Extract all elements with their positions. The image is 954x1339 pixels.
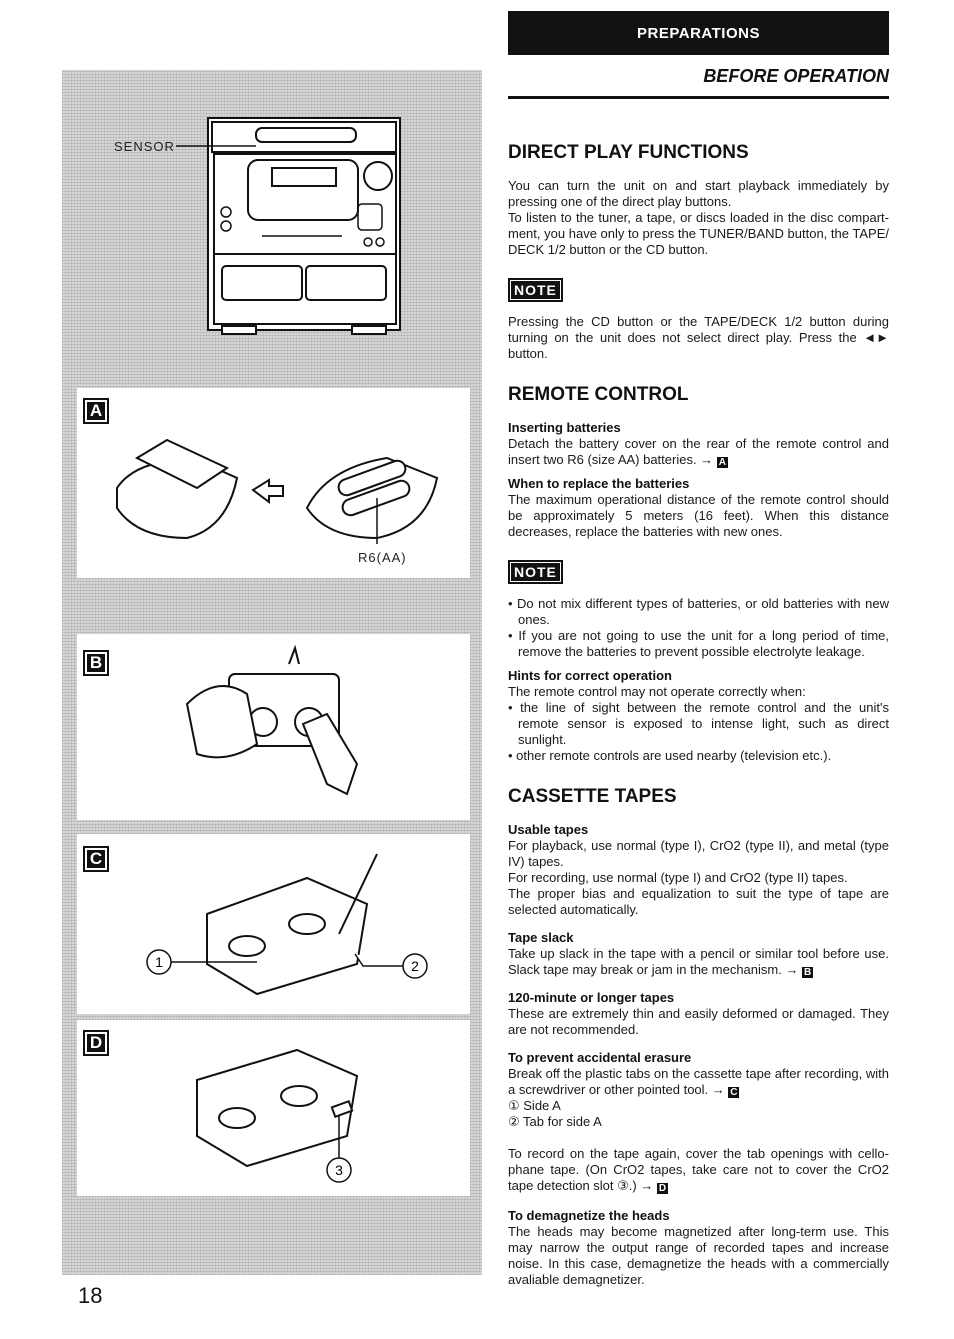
battery-type-label: R6(AA) <box>358 550 407 565</box>
text-column <box>508 130 889 1288</box>
demagnetize-title: To demagnetize the heads <box>508 1208 670 1223</box>
long-tapes-title: 120-minute or longer tapes <box>508 990 675 1005</box>
erase-title: To prevent accidental erasure <box>508 1050 692 1065</box>
usable-tapes-p1: For playback, use normal (type I), CrO2 (type II), and metal (type IV) tapes. <box>508 838 889 869</box>
stereo-unit-illustration <box>62 70 482 370</box>
record-again-text <box>508 1146 889 1194</box>
note-badge-1: NOTE <box>508 278 563 302</box>
hints-bullet-2: • other remote controls are used nearby (television etc.). <box>508 748 832 763</box>
section-header: PREPARATIONS <box>508 11 889 55</box>
figure-label-b: B <box>83 650 109 676</box>
spacer <box>508 1130 889 1146</box>
inserting-batteries-text <box>508 436 889 468</box>
record-again-body: To record on the tape again, cover the tab openings with cello-phane tape. (On CrO2 tapes, take care not to cover the CrO2 tape detection slot ③.) → <box>508 1146 889 1193</box>
figure-ref-d: D <box>658 1183 667 1194</box>
tape-slack-illustration <box>77 634 470 820</box>
cassette-tapes-title: CASSETTE TAPES <box>508 786 677 807</box>
inserting-batteries-title: Inserting batteries <box>508 420 621 435</box>
erase-tab-illustration <box>77 834 470 1014</box>
usable-tapes-p3: The proper bias and equalization to suit the type of tape are selected automatically. <box>508 886 889 917</box>
erase-body: Break off the plastic tabs on the cassette tape after recording, with a screwdriver or other pointed tool. → <box>508 1066 889 1097</box>
sensor-label: SENSOR <box>114 139 175 154</box>
cover-tab-illustration <box>77 1020 470 1196</box>
side-a-label: ① Side A <box>508 1098 561 1113</box>
erase-text <box>508 1066 889 1098</box>
figure-label-d: D <box>83 1030 109 1056</box>
callout-1: 1 <box>155 954 163 970</box>
direct-play-title: DIRECT PLAY FUNCTIONS <box>508 142 749 163</box>
hints-bullet-1: • the line of sight between the remote control and the unit's remote sensor is exposed to intense light, such as direct sunlight. <box>508 700 889 747</box>
long-tapes-text: These are extremely thin and easily deformed or damaged. They are not recommended. <box>508 1006 889 1037</box>
figure-panel-a <box>77 388 470 578</box>
hints-intro: The remote control may not operate correctly when: <box>508 684 806 699</box>
tape-slack-title: Tape slack <box>508 930 574 945</box>
subsection-title: BEFORE OPERATION <box>703 66 889 86</box>
direct-play-note: Pressing the CD button or the TAPE/DECK 1/2 button during turning on the unit does not select direct play. Press the ◄► button. <box>508 314 889 361</box>
header-rule <box>508 96 889 99</box>
figure-ref-c: C <box>730 1087 738 1098</box>
note-bullet-1: • Do not mix different types of batteries, or old batteries with new ones. <box>508 596 889 627</box>
callout-3: 3 <box>335 1162 343 1178</box>
direct-play-para-2: To listen to the tuner, a tape, or discs loaded in the disc compart-ment, you have only to press the TUNER/BAND button, the TAPE/ DECK 1/2 button or the CD button. <box>508 210 889 257</box>
inserting-batteries-body: Detach the battery cover on the rear of the remote control and insert two R6 (size AA) batteries. → <box>508 436 889 467</box>
demagnetize-text: The heads may become magnetized after long-term use. This may narrow the output range of recorded tapes and increase noise. In this case, demagnetize the heads with a commercially avaliable demagnetizer. <box>508 1224 889 1287</box>
replace-batteries-text: The maximum operational distance of the remote control should be approximately 5 meters (16 feet). When this distance decreases, replace the batteries with new ones. <box>508 492 889 539</box>
page-number: 18 <box>78 1283 103 1308</box>
remote-battery-illustration <box>77 388 470 578</box>
tab-a-label: ② Tab for side A <box>508 1114 602 1129</box>
tape-slack-text <box>508 946 889 978</box>
callout-2: 2 <box>411 958 419 974</box>
usable-tapes-title: Usable tapes <box>508 822 589 837</box>
replace-batteries-title: When to replace the batteries <box>508 476 690 491</box>
figure-ref-b: B <box>803 967 812 978</box>
remote-control-title: REMOTE CONTROL <box>508 384 689 405</box>
figure-panel-b <box>77 634 470 820</box>
figure-label-c: C <box>83 846 109 872</box>
figure-panel-d <box>77 1020 470 1196</box>
tape-slack-body: Take up slack in the tape with a pencil or similar tool before use. Slack tape may break or jam in the mechanism. → <box>508 946 889 977</box>
note-bullet-2: • If you are not going to use the unit for a long period of time, remove the batteries to prevent possible electrolyte leakage. <box>508 628 889 659</box>
usable-tapes-p2: For recording, use normal (type I) and CrO2 (type II) tapes. <box>508 870 848 885</box>
direct-play-para-1: You can turn the unit on and start playback immediately by pressing one of the direct play buttons. <box>508 178 889 209</box>
note-badge-2: NOTE <box>508 560 563 584</box>
figure-label-a: A <box>83 398 109 424</box>
figure-ref-a: A <box>718 457 726 468</box>
figure-panel-c <box>77 834 470 1014</box>
illustration-column <box>62 70 482 1275</box>
hints-title: Hints for correct operation <box>508 668 672 683</box>
